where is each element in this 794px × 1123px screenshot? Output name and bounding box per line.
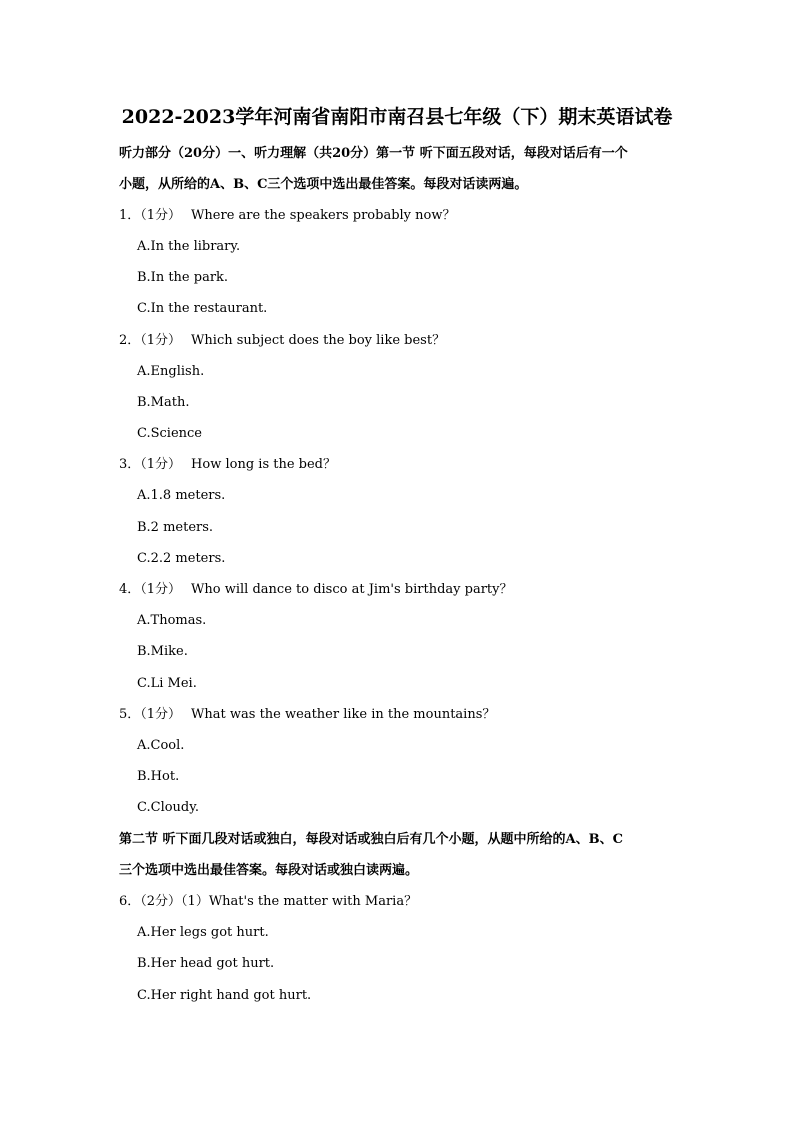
question-label: 1．（1分） [119,208,182,223]
question-1 [119,207,455,225]
question-4-option-a: A.Thomas. [137,613,207,628]
question-2-option-a: A.English. [137,364,205,379]
question-6 [119,893,417,911]
question-6-option-c: C.Her right hand got hurt. [137,988,312,1003]
question-label: 2．（1分） [119,333,182,348]
question-label: 3．（1分） [119,457,182,472]
question-1-option-b: B.In the park. [137,270,229,285]
question-3 [119,456,336,474]
section2-instruction-line2: 三个选项中选出最佳答案。每段对话或独白读两遍。 [119,863,419,878]
question-4-option-b: B.Mike. [137,644,188,659]
question-text: How long is the bed？ [191,457,337,472]
section2-instruction-line1: 第二节 听下面几段对话或独白，每段对话或独白后有几个小题，从题中所给的A、B、C [119,832,623,847]
question-5-option-c: C.Cloudy. [137,800,199,815]
question-2 [119,332,445,350]
question-label: 5．（1分） [119,707,182,722]
question-6-option-a: A.Her legs got hurt. [137,925,269,940]
page-title: 2022-2023学年河南省南阳市南召县七年级（下）期末英语试卷 [121,106,673,128]
question-2-option-c: C.Science [137,426,202,441]
question-text: Who will dance to disco at Jim's birthday party？ [191,582,513,597]
question-2-option-b: B.Math. [137,395,190,410]
question-3-option-a: A.1.8 meters. [137,488,226,503]
question-3-option-c: C.2.2 meters. [137,551,226,566]
question-1-option-a: A.In the library. [137,239,241,254]
question-text: （1）What's the matter with Maria？ [181,894,418,909]
section1-instruction-line2: 小题，从所给的A、B、C三个选项中选出最佳答案。每段对话读两遍。 [119,177,528,192]
question-label: 6．（2分） [119,894,182,909]
question-text: Which subject does the boy like best？ [191,333,446,348]
question-4-option-c: C.Li Mei. [137,676,197,691]
question-5 [119,706,495,724]
question-1-option-c: C.In the restaurant. [137,301,268,316]
question-6-option-b: B.Her head got hurt. [137,956,275,971]
question-3-option-b: B.2 meters. [137,520,214,535]
question-5-option-a: A.Cool. [137,738,185,753]
section1-instruction-line1: 听力部分（20分）一、听力理解（共20分）第一节 听下面五段对话，每段对话后有一个 [119,146,628,161]
question-4 [119,581,512,599]
question-5-option-b: B.Hot. [137,769,180,784]
question-label: 4．（1分） [119,582,182,597]
question-text: Where are the speakers probably now？ [191,208,456,223]
question-text: What was the weather like in the mountains？ [191,707,496,722]
